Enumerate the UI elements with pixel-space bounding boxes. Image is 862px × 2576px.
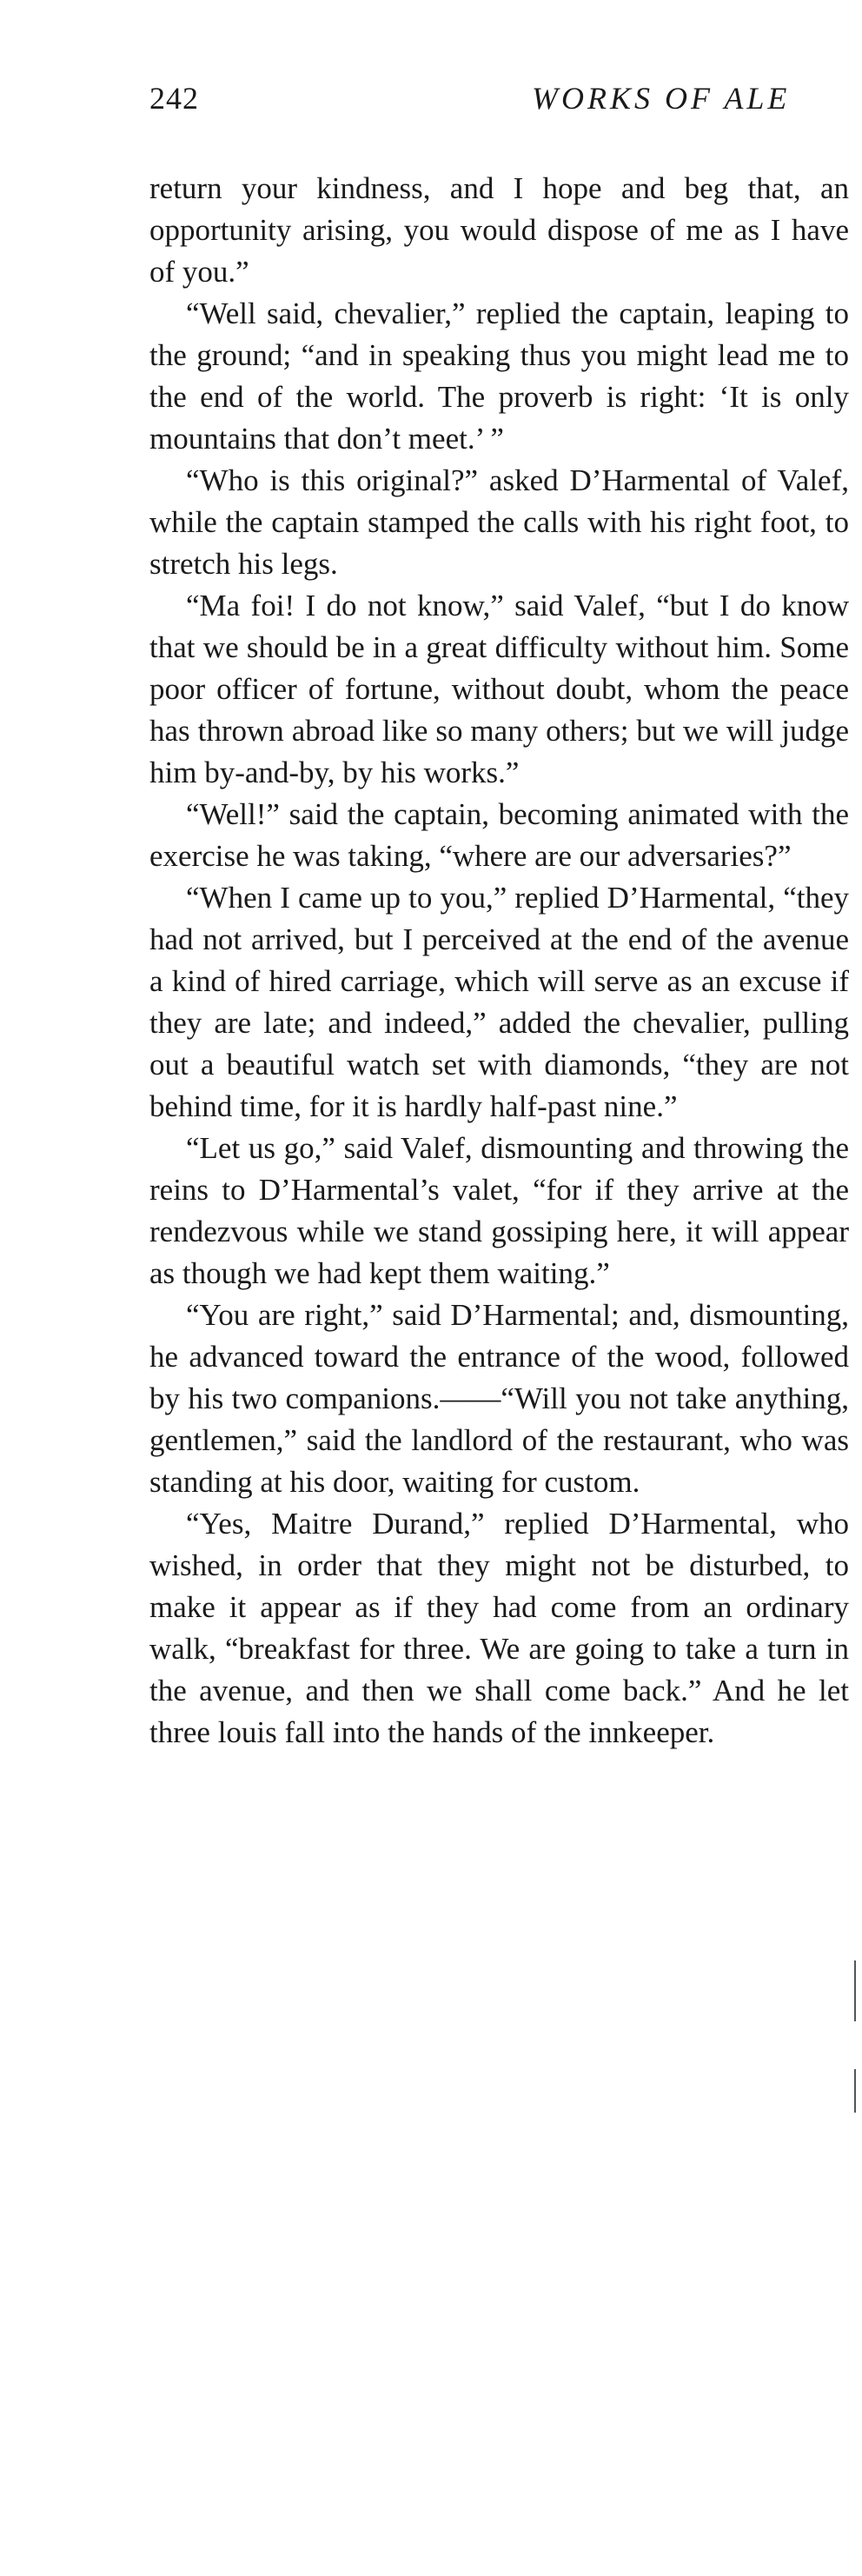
paragraph: “Who is this original?” asked D’Harmental of Valef, while the captain stamped the calls with his right foot, to stretch his legs. [149, 463, 849, 581]
body-text [149, 168, 849, 1754]
paragraph: “When I came up to you,” replied D’Harmental, “they had not arrived, but I perceived at the end of the avenue a kind of hired carriage, which will serve as an excuse if they are late; and indeed,” added the chevalier, pulling out a beautiful watch set with diamonds, “they are not behind time, for it is hardly half-past nine.” [149, 881, 849, 1123]
paragraph: “You are right,” said D’Harmental; and, dismounting, he advanced toward the entrance of the wood, followed by his two companions.——“Will you not take anything, gentlemen,” said the landlord of the restaurant, who was standing at his door, waiting for custom. [149, 1298, 849, 1499]
page-number: 242 [149, 81, 199, 116]
margin-rule [854, 1960, 856, 2021]
margin-rule [854, 2069, 856, 2113]
running-head [149, 80, 862, 123]
paragraph: return your kindness, and I hope and beg that, an opportunity arising, you would dispose of me as I have of you.” [149, 171, 849, 289]
paragraph: “Well said, chevalier,” replied the captain, leaping to the ground; “and in speaking thus you might lead me to the end of the world. The proverb is right: ‘It is only mountains that don’t meet.’ ” [149, 296, 849, 456]
paragraph: “Yes, Maitre Durand,” replied D’Harmental, who wished, in order that they might not be disturbed, to make it appear as if they had come from an ordinary walk, “breakfast for three. We are going to take a turn in the avenue, and then we shall come back.” And he let three louis fall into the hands of the innkeeper. [149, 1507, 849, 1749]
running-title: WORKS OF ALE [532, 81, 791, 116]
paragraph: “Well!” said the captain, becoming animated with the exercise he was taking, “where are our adversaries?” [149, 797, 849, 873]
paragraph: “Ma foi! I do not know,” said Valef, “but I do know that we should be in a great difficulty without him. Some poor officer of fortune, without doubt, whom the peace has thrown abroad like so many others; but we will judge him by-and-by, by his works.” [149, 589, 849, 789]
paragraph: “Let us go,” said Valef, dismounting and throwing the reins to D’Harmental’s valet, “for if they arrive at the rendezvous while we stand gossiping here, it will appear as though we had kept them waiting.” [149, 1131, 849, 1290]
